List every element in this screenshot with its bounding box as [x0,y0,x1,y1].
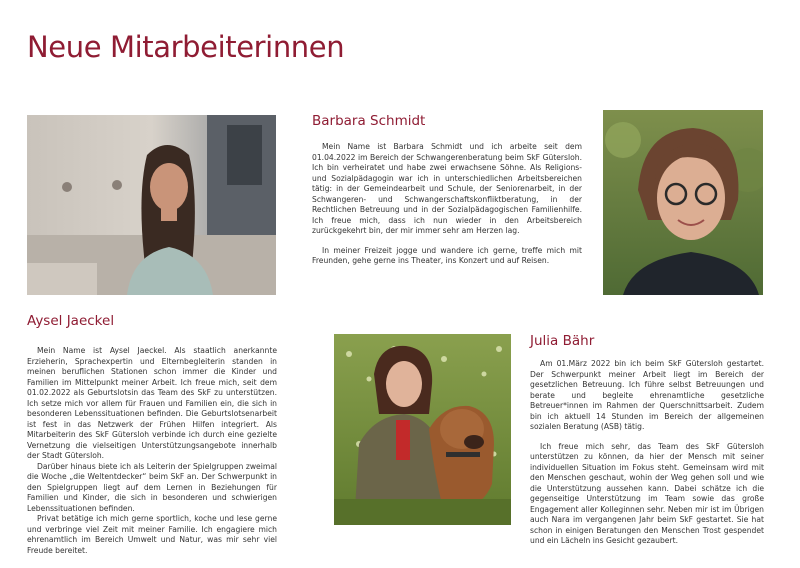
julia-name: Julia Bähr [530,333,595,349]
barbara-paragraph-2: In meiner Freizeit jogge und wandere ich gerne, treffe mich mit Freunden, gehe gerne ins Theater, ins Konzert und auf Reisen. [312,245,582,265]
barbara-name: Barbara Schmidt [312,113,426,129]
barbara-photo-graphic [603,110,763,295]
barbara-photo [603,110,763,295]
julia-paragraph-2: Ich freue mich sehr, das Team des SkF Gütersloh unterstützen zu können, da hier der Mensch mit seiner individuellen Situation im Fokus steht. Gemeinsam wird mit den Menschen geschaut, wohin der Weg gehen soll und wie die Unterstützung aussehen kann. Dabei schätze ich die gegenseitige Unterstützung im Team sowie das große Engagement aller Kolleginnen sehr. Neben mir ist im Übrigen auch Nara im vergangenen Jahr beim SkF gestartet. Sie hat schon in einigen Beratungen den Menschen Trost gespendet und ein Lächeln ins Gesicht gezaubert. [530,441,764,545]
page-title: Neue Mitarbeiterinnen [27,30,345,64]
julia-bio [530,359,764,547]
julia-photo-graphic [334,334,511,525]
aysel-photo [27,115,276,295]
aysel-paragraph-2: Darüber hinaus biete ich als Leiterin der Spielgruppen zweimal die Woche „die Weltentdecker“ beim SkF an. Der Schwerpunkt in den Spielgruppen liegt auf dem Lernen in Beziehungen für Familien und Kinder, die sich in besonderen und schwierigen Lebenssituationen befinden. [27,461,277,513]
julia-photo [334,334,511,525]
aysel-name: Aysel Jaeckel [27,313,115,329]
julia-paragraph-1: Am 01.März 2022 bin ich beim SkF Gütersloh gestartet. Der Schwerpunkt meiner Arbeit liegt im Bereich der gesetzlichen Betreuung. Ich führe selbst Betreuungen und berate und begleite ehrenamtliche gesetzliche Betreuer*innen im Rahmen der Querschnittsarbeit. Zudem bin ich aktuell 14 Stunden im Bereich der allgemeinen sozialen Beratung (ASB) tätig. [530,359,764,431]
aysel-paragraph-3: Privat betätige ich mich gerne sportlich, koche und lese gerne und verbringe viel Zeit mit meiner Familie. Ich engagiere mich ehrenamtlich im Bereich Umwelt und Natur, was mir sehr viel Freude bereitet. [27,514,277,555]
aysel-paragraph-1: Mein Name ist Aysel Jaeckel. Als staatlich anerkannte Erzieherin, Sprachexpertin und Elternbegleiterin standen in meinen beruflichen Stationen schon immer die Kinder und Familien im Mittelpunkt meiner Arbeit. Ich freue mich, seit dem 01.02.2022 als Geburtslotsin das Team des SkF zu unterstützen. Ich setze mich vor allem für Frauen und Familien ein, die sich in besonderen Lebenssituationen befinden. Die Geburtslotsenarbeit ist fest in das Netzwerk der Frühen Hilfen integriert. Als Mitarbeiterin des SkF Gütersloh verbinde ich durch eine gezielte Vernetzung die vielseitigen Unterstützungsangebote innerhalb der Stadt Gütersloh. [27,346,277,460]
aysel-bio [27,346,277,556]
barbara-paragraph-1: Mein Name ist Barbara Schmidt und ich arbeite seit dem 01.04.2022 im Bereich der Schwangerenberatung beim SkF Gütersloh. Ich bin verheiratet und habe zwei erwachsene Söhne. Als Religions- und Sozialpädagogin war ich in unterschiedlichen Arbeitsbereichen tätig: in der Gemeindearbeit und Schule, der Seniorenarbeit, in der Schwangeren- und Schwangerschaftskonfliktberatung, in der Rechtlichen Betreuung und in der Sozialpädagogischen Familienhilfe. Ich freue mich, dass ich nun wieder in den Arbeitsbereich zurückgekehrt bin, der mir immer sehr am Herzen lag. [312,142,582,235]
aysel-photo-graphic [27,115,276,295]
barbara-bio [312,142,582,267]
